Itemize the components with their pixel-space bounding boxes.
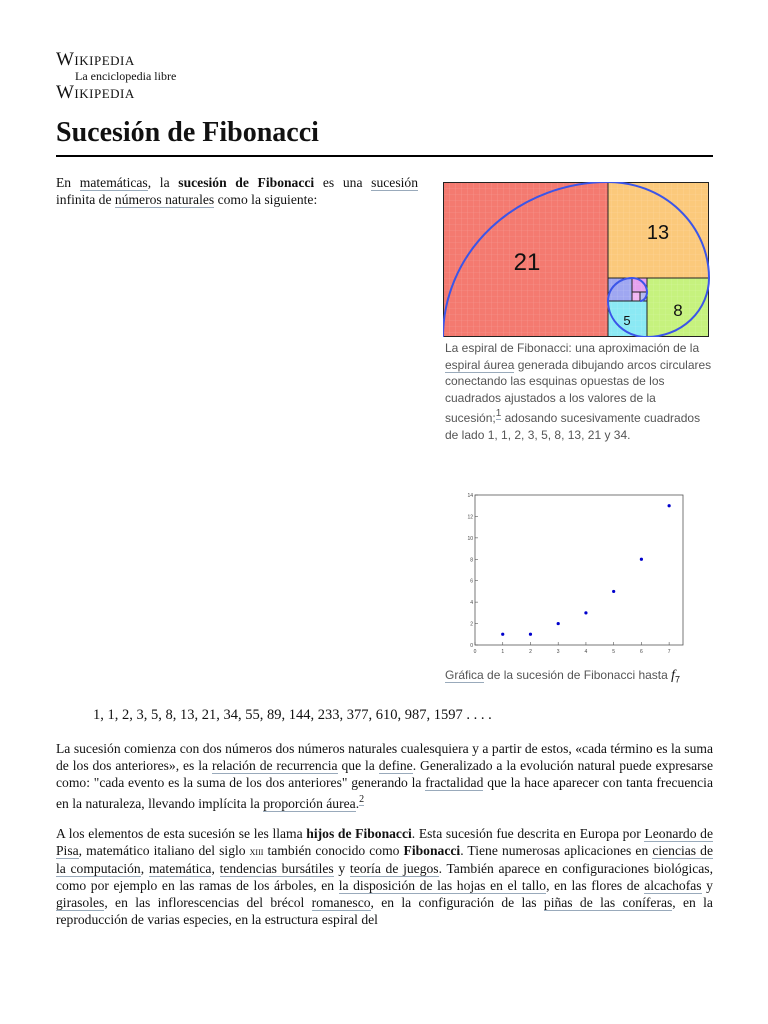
spiral-caption: La espiral de Fibonacci: una aproximación de la espiral áurea generada dibujando arcos circulares conectando las esquinas opuestas de los cuadrados ajustados a los valores de la sucesión;$^1$ adosando sucesivamente cuadrados de lado 1, 1, 2, 3, 5, 8, 13, 21 y 34.	[445, 341, 712, 442]
title-rule	[56, 155, 713, 157]
data-point	[612, 590, 615, 593]
y-tick-label: 12	[467, 514, 473, 521]
link-proporcion-aurea[interactable]: proporción áurea	[263, 796, 356, 811]
x-tick-label: 3	[556, 649, 560, 655]
x-tick-label: 7	[667, 649, 671, 655]
link-leonardo-de-pisa[interactable]: Leonardo de Pisa	[56, 826, 714, 858]
x-tick-label: 2	[529, 649, 532, 655]
ref-1[interactable]: 1	[495, 408, 502, 419]
link-ciencias-de-la-computacion[interactable]: ciencias de la computación	[56, 843, 713, 876]
link-grafica[interactable]: Gráfica	[445, 668, 484, 682]
data-point	[557, 622, 560, 625]
y-tick-label: 0	[470, 643, 473, 649]
square-label-21: 21	[513, 249, 541, 276]
link-define[interactable]: define	[378, 758, 413, 773]
link-tendencias-bursatiles[interactable]: tendencias bursátiles	[219, 861, 334, 876]
x-tick-label: 1	[501, 649, 505, 655]
link-fractalidad[interactable]: fractalidad	[425, 775, 484, 790]
x-tick-label: 5	[612, 649, 616, 655]
paragraph-1: La sucesión comienza con dos números dos números naturales cualesquiera y a partir de estos, «cada término es la suma de los dos anteriores», es la relación de recurrencia que la define. Generalizado a la evolución natural puede expresarse como: "cada evento es la suma de los dos anteriores" generando la fractalidad que la hace aparecer con tanta frecuencia en la naturaleza, llevando implícita la proporción áurea.$^2$	[56, 741, 713, 811]
ref-2[interactable]: 2	[359, 794, 365, 805]
x-tick-label: 4	[584, 649, 588, 655]
link-girasoles[interactable]: girasoles	[56, 895, 105, 910]
x-tick-label: 6	[640, 649, 643, 655]
data-point	[501, 633, 504, 636]
x-tick-label: 0	[473, 649, 477, 655]
square-label-13: 13	[646, 222, 670, 244]
logo-tagline: La enciclopedia libre	[75, 69, 177, 83]
fibonacci-sequence: 1, 1, 2, 3, 5, 8, 13, 21, 34, 55, 89, 144, 233, 377, 610, 987, 1597 . . . .	[93, 707, 492, 723]
link-disposicion-hojas[interactable]: la disposición de las hojas en el tallo	[338, 878, 547, 893]
data-point	[640, 558, 643, 561]
y-tick-label: 8	[470, 557, 473, 564]
link-alcachofas[interactable]: alcachofas	[644, 878, 702, 893]
y-tick-label: 4	[470, 600, 473, 607]
link-teoria-de-juegos[interactable]: teoría de juegos	[349, 861, 439, 876]
fibonacci-spiral-image[interactable]	[443, 182, 710, 337]
link-sucesion[interactable]: sucesión	[371, 175, 418, 190]
fibonacci-scatter-chart[interactable]	[455, 490, 687, 655]
wordmark-top: Wikipedia	[56, 49, 135, 70]
link-numeros-naturales[interactable]: números naturales	[114, 192, 215, 207]
wordmark-bottom: Wikipedia	[56, 82, 135, 103]
square-label-8: 8	[673, 301, 683, 320]
y-tick-label: 2	[470, 621, 473, 628]
wikipedia-logo[interactable]	[56, 50, 196, 103]
link-romanesco[interactable]: romanesco	[311, 895, 371, 910]
y-tick-label: 6	[470, 578, 473, 585]
intro-paragraph: En matemáticas, la sucesión de Fibonacci es una sucesión infinita de números naturales como la siguiente:	[56, 175, 418, 207]
link-relacion-de-recurrencia[interactable]: relación de recurrencia	[212, 758, 338, 773]
link-espiral-aurea[interactable]: espiral áurea	[445, 357, 515, 372]
link-matematica[interactable]: matemática	[148, 861, 212, 876]
data-point	[668, 504, 671, 507]
chart-caption: Gráfica de la sucesión de Fibonacci hasta $f_7$	[445, 668, 681, 685]
data-point	[529, 633, 532, 636]
square-label-5: 5	[623, 313, 631, 328]
link-pinas-de-las-coniferas[interactable]: piñas de las coníferas	[543, 895, 673, 910]
page-title: Sucesión de Fibonacci	[56, 117, 319, 148]
link-matematicas[interactable]: matemáticas	[79, 175, 148, 190]
paragraph-2: A los elementos de esta sucesión se les llama hijos de Fibonacci. Esta sucesión fue descrita en Europa por Leonardo de Pisa, matemático italiano del siglo xiii también conocido como Fibonacci. Tiene numerosas aplicaciones en ciencias de la computación, matemática, tendencias bursátiles y teoría de juegos. También aparece en configuraciones biológicas, como por ejemplo en las ramas de los árboles, en la disposición de las hojas en el tallo, en las flores de alcachofas y girasoles, en las inflorescencias del brécol romanesco, en la configuración de las piñas de las coníferas, en la reproducción de varias especies, en la estructura espiral del	[56, 826, 714, 927]
data-point	[584, 611, 587, 614]
y-tick-label: 14	[467, 493, 473, 499]
y-tick-label: 10	[467, 535, 473, 542]
